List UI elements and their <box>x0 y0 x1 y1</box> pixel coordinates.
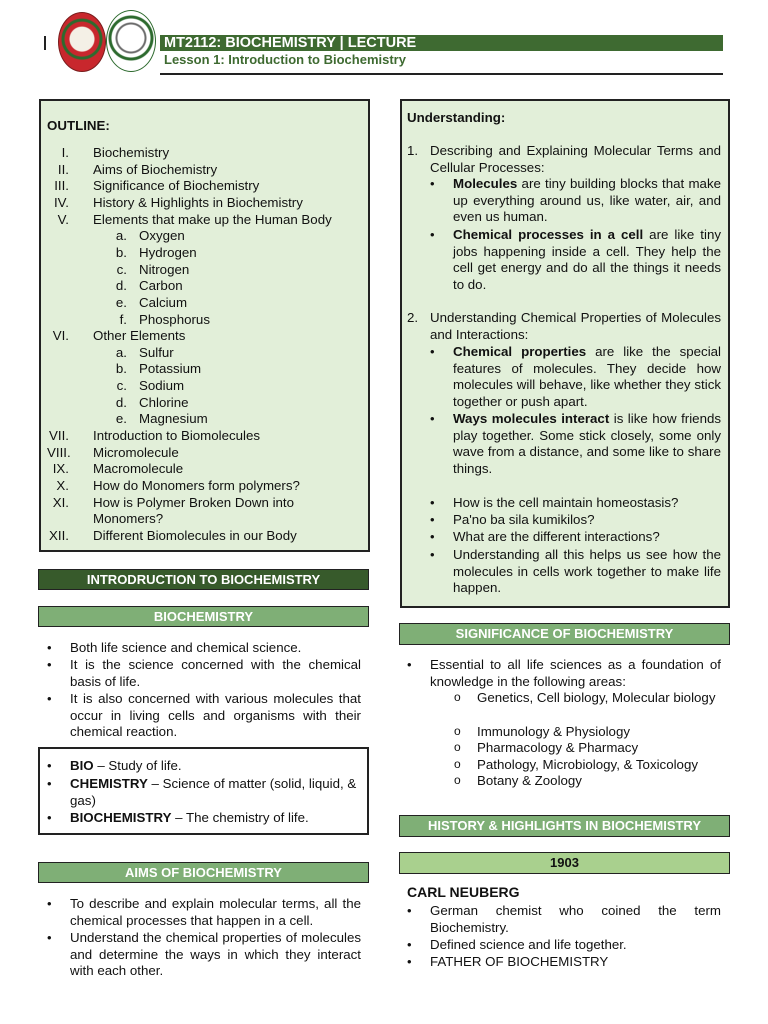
history-bullet-2: • Defined science and life together. <box>430 937 721 954</box>
understanding-point-1: Describing and Explaining Molecular Terms and Cellular Processes: <box>430 143 721 175</box>
outline-item-text: How is Polymer Broken Down into <box>93 494 295 510</box>
outline-item-text: Carbon <box>139 278 183 294</box>
outline-item-text: Calcium <box>139 294 188 310</box>
university-seal-icon <box>58 12 106 72</box>
header-left-mark <box>44 36 46 50</box>
outline-item-number: I. <box>61 145 69 160</box>
understanding-extra-2: • Pa'no ba sila kumikilos? <box>453 512 721 529</box>
college-seal-icon <box>106 10 156 72</box>
section-header-biochemistry: BIOCHEMISTRY <box>38 606 369 627</box>
outline-item-number: d. <box>115 278 127 294</box>
understanding-ways-interact: • Ways molecules interact is like how friends play together. Some stick closely, some only wave from a distance, and some like to share things. <box>453 411 721 477</box>
outline-item-number: e. <box>115 411 127 427</box>
outline-item-text: Phosphorus <box>139 311 210 327</box>
outline-item-text: Hydrogen <box>139 244 197 260</box>
outline-item-text: Oxygen <box>139 228 185 244</box>
significance-area-4: o Pathology, Microbiology, & Toxicology <box>477 757 721 774</box>
outline-item-number: V. <box>57 211 69 227</box>
outline-item-number: XII. <box>49 527 69 543</box>
outline-item-text: Introduction to Biomolecules <box>93 428 261 444</box>
outline-item-text: Magnesium <box>139 411 208 427</box>
outline-item-text: History & Highlights in Biochemistry <box>93 194 303 210</box>
outline-item-text: Nitrogen <box>139 261 190 277</box>
outline-item-number: a. <box>115 344 127 360</box>
understanding-point-2: Understanding Chemical Properties of Molecules and Interactions: <box>430 310 721 342</box>
definition-chemistry: • CHEMISTRY – Science of matter (solid, liquid, & gas) <box>70 776 361 809</box>
course-title: MT2112: BIOCHEMISTRY | LECTURE <box>164 35 417 51</box>
significance-area-5: o Botany & Zoology <box>477 773 721 790</box>
outline-item-number: IX. <box>52 461 69 477</box>
outline-item-number: X. <box>56 478 69 493</box>
aims-bullet-1: • To describe and explain molecular terms, all the chemical processes that happen in a cell. <box>70 896 361 929</box>
outline-item-number: IV. <box>53 194 69 210</box>
biochem-bullet-3: • It is also concerned with various molecules that occur in living cells and organisms with their chemical reaction. <box>70 691 361 741</box>
outline-item-text: Other Elements <box>93 328 186 344</box>
section-header-aims: AIMS OF BIOCHEMISTRY <box>38 862 369 883</box>
history-bullet-3: • FATHER OF BIOCHEMISTRY <box>430 954 721 971</box>
outline-item-text: Monomers? <box>93 511 164 527</box>
outline-item-text: How do Monomers form polymers? <box>93 478 300 493</box>
outline-item-number: III. <box>54 178 69 194</box>
understanding-extra-3: • What are the different interactions? <box>453 529 721 546</box>
aims-bullet-2: • Understand the chemical properties of molecules and determine the ways in which they interact with each other. <box>70 930 361 980</box>
outline-item-text: Different Biomolecules in our Body <box>93 527 297 543</box>
definition-biochemistry: • BIOCHEMISTRY – The chemistry of life. <box>70 810 361 827</box>
outline-item-number: d. <box>115 394 127 410</box>
understanding-molecules: • Molecules are tiny building blocks that make up everything around us, like water, air, and even us human. <box>453 176 721 226</box>
biochem-bullet-2: • It is the science concerned with the chemical basis of life. <box>70 657 361 690</box>
outline-item-number: c. <box>116 261 127 277</box>
outline-item-number: VI. <box>52 328 69 344</box>
history-year-1903: 1903 <box>399 852 730 874</box>
outline-item-text: Sodium <box>139 378 185 394</box>
significance-area-3: o Pharmacology & Pharmacy <box>477 740 721 757</box>
header-divider <box>160 73 723 75</box>
history-bullet-1: • German chemist who coined the term Biochemistry. <box>430 903 721 936</box>
outline-item-number: c. <box>116 378 127 394</box>
outline-item-text: Aims of Biochemistry <box>93 161 218 177</box>
outline-item-text: Significance of Biochemistry <box>93 178 260 194</box>
outline-item-number: a. <box>115 228 127 244</box>
outline-item-number: e. <box>115 294 127 310</box>
outline-item-text: Micromolecule <box>93 444 179 460</box>
understanding-title: Understanding: <box>407 110 506 125</box>
significance-lead: • Essential to all life sciences as a foundation of knowledge in the following areas: <box>430 657 721 690</box>
outline-item-number: XI. <box>52 494 69 510</box>
history-person-name: CARL NEUBERG <box>407 884 520 900</box>
outline-item-text: Macromolecule <box>93 461 184 477</box>
significance-area-1: o Genetics, Cell biology, Molecular biology <box>477 690 721 707</box>
understanding-point-2-number: 2. <box>407 310 419 325</box>
outline-item-number: b. <box>115 244 127 260</box>
lesson-title: Lesson 1: Introduction to Biochemistry <box>164 52 406 67</box>
section-header-history: HISTORY & HIGHLIGHTS IN BIOCHEMISTRY <box>399 815 730 837</box>
outline-item-text: Sulfur <box>139 344 174 360</box>
outline-item-text: Elements that make up the Human Body <box>93 211 332 227</box>
outline-item-number: VIII. <box>47 444 71 460</box>
outline-item-number: f. <box>119 311 127 327</box>
section-header-intro: INTRODRUCTION TO BIOCHEMISTRY <box>38 569 369 590</box>
outline-item-text: Biochemistry <box>93 145 170 160</box>
section-header-significance: SIGNIFICANCE OF BIOCHEMISTRY <box>399 623 730 645</box>
outline-item-text: Chlorine <box>139 394 189 410</box>
outline-item-number: b. <box>115 361 127 377</box>
outline-title: OUTLINE: <box>47 118 110 133</box>
understanding-chemical-properties: • Chemical properties are like the special features of molecules. They decide how molecules will behave, like whether they stick together or push apart. <box>453 344 721 410</box>
significance-area-2: o Immunology & Physiology <box>477 724 721 741</box>
outline-item-number: VII. <box>49 428 69 444</box>
understanding-extra-1: • How is the cell maintain homeostasis? <box>453 495 721 512</box>
understanding-chemical-processes: • Chemical processes in a cell are like tiny jobs happening inside a cell. They help the cell get energy and do all the things it needs to do. <box>453 227 721 293</box>
definition-bio: • BIO – Study of life. <box>70 758 361 775</box>
outline-item-text: Potassium <box>139 361 202 377</box>
understanding-point-1-number: 1. <box>407 143 419 158</box>
understanding-extra-4: • Understanding all this helps us see how the molecules in cells work together to make life happen. <box>453 547 721 597</box>
biochem-bullet-1: • Both life science and chemical science. <box>70 640 361 657</box>
outline-item-number: II. <box>57 161 69 177</box>
